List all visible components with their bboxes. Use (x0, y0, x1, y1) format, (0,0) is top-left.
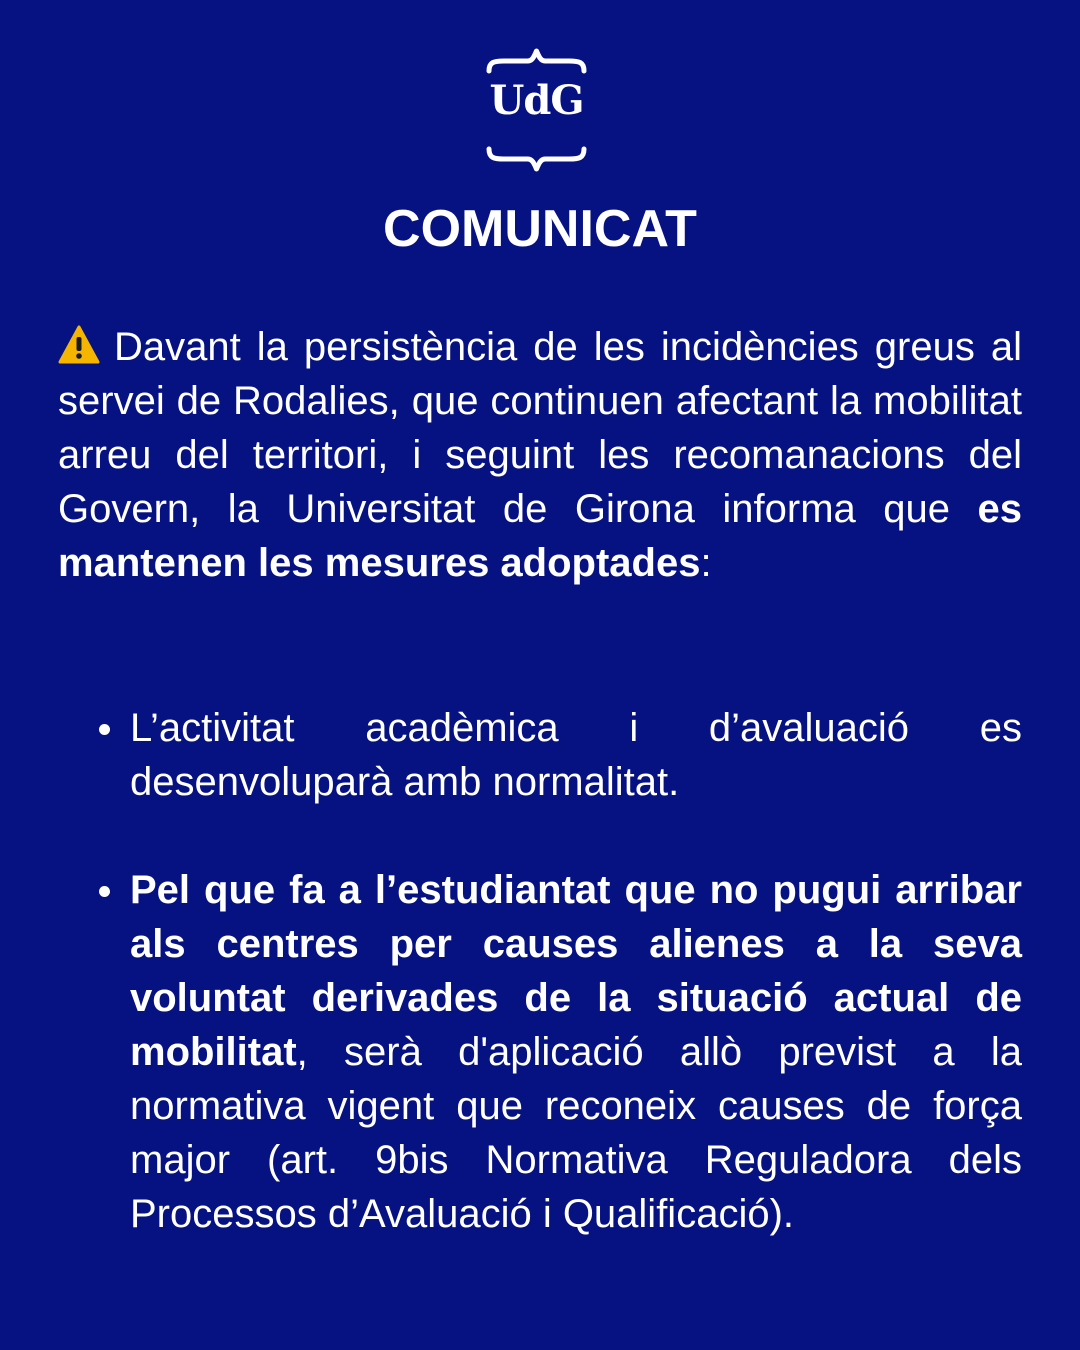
measures-list (58, 701, 1022, 1241)
warning-icon (58, 325, 100, 365)
bullet-bold: Pel que fa a l’estudiantat que no pugui arribar als centres per causes alienes a la seva voluntat derivades de la situació actual de mobilitat (130, 868, 1022, 1074)
page-title: COMUNICAT (383, 200, 697, 258)
intro-text-2: : (700, 541, 712, 585)
bullet-icon (99, 724, 110, 735)
list-item (58, 701, 1022, 809)
intro-bold: es mantenen les mesures adoptades (58, 487, 1022, 585)
logo-text: UdG (489, 77, 584, 124)
bullet-text: , serà d'aplicació allò previst a la normativa vigent que reconeix causes de força major (art. 9bis Normativa Reguladora dels Processos d’Avaluació i Qualificació). (130, 1030, 1022, 1236)
logo-top-brace (486, 48, 587, 74)
logo-bottom-brace (486, 146, 587, 172)
udg-logo (486, 48, 587, 174)
list-item (58, 863, 1022, 1241)
bullet-icon (99, 886, 110, 897)
bullet-text: L’activitat acadèmica i d’avaluació es desenvoluparà amb normalitat. (130, 706, 1022, 804)
intro-text-1: Davant la persistència de les incidències greus al servei de Rodalies, que continuen afectant la mobilitat arreu del territori, i seguint les recomanacions del Govern, la Universitat de Girona informa que (58, 325, 1022, 531)
intro-paragraph (58, 320, 1022, 590)
